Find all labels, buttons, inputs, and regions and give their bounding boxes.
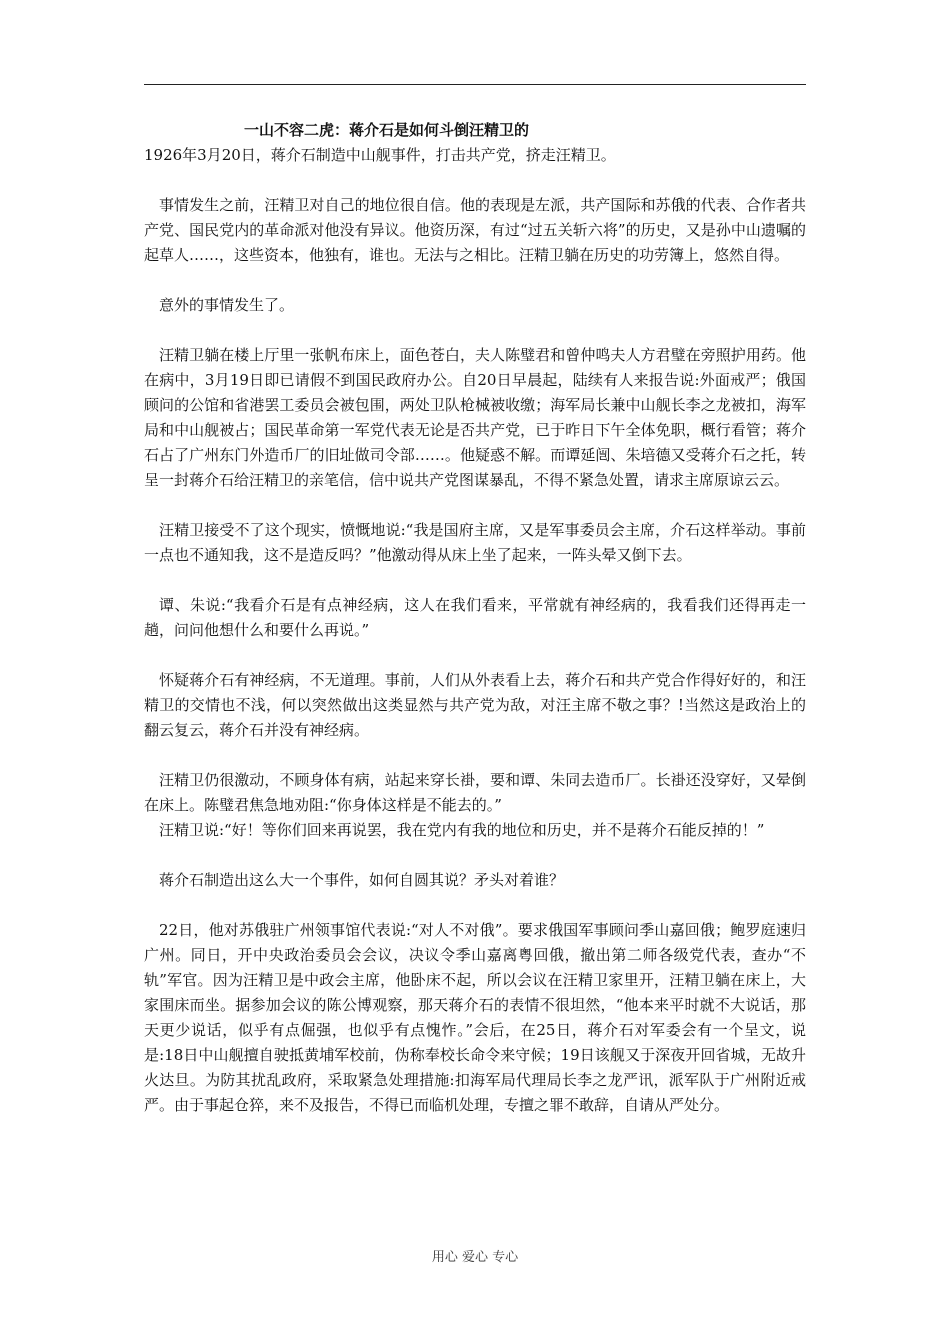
- article-title: 一山不容二虎：蒋介石是如何斗倒汪精卫的: [244, 121, 530, 139]
- paragraph: 22日，他对苏俄驻广州领事馆代表说:“对人不对俄”。要求俄国军事顾问季山嘉回俄；鲍罗庭速归广州。同日，开中央政治委员会会议，决议令季山嘉离粤回俄，撤出第二师各级党代表，查办“不轨”军官。因为汪精卫是中政会主席，他卧床不起，所以会议在汪精卫家里开，汪精卫躺在床上，大家围床而坐。据参加会议的陈公博观察，那天蒋介石的表情不很坦然，“他本来平时就不大说话，那天更少说话，似乎有点倔强，也似乎有点愧怍。”会后，在25日，蒋介石对军委会有一个呈文，说是:18日中山舰擅自驶抵黄埔军校前，伪称奉校长命令来守候；19日该舰又于深夜开回省城，无故升火达旦。为防其扰乱政府，采取紧急处理措施:扣海军局代理局长李之龙严讯，派军队于广州附近戒严。由于事起仓猝，来不及报告，不得已而临机处理，专擅之罪不敢辞，自请从严处分。: [144, 921, 806, 1114]
- paragraph: 意外的事情发生了。: [159, 296, 295, 314]
- paragraph-gap: [144, 643, 806, 668]
- paragraph: 汪精卫接受不了这个现实，愤慨地说:“我是国府主席，又是军事委员会主席，介石这样举动。事前一点也不通知我，这不是造反吗？”他激动得从床上坐了起来，一阵头晕又倒下去。: [144, 521, 806, 564]
- paragraph-gap: [144, 168, 806, 193]
- paragraph: 汪精卫仍很激动，不顾身体有病，站起来穿长褂，要和谭、朱同去造币厂。长褂还没穿好，又晕倒在床上。陈璧君焦急地劝阻:“你身体这样是不能去的。”: [144, 771, 806, 814]
- paragraph-gap: [144, 843, 806, 868]
- document-body: [144, 118, 806, 1118]
- intro-paragraph: 1926年3月20日，蒋介石制造中山舰事件，打击共产党，挤走汪精卫。: [144, 146, 616, 164]
- paragraph: 汪精卫说:“好！等你们回来再说罢，我在党内有我的地位和历史，并不是蒋介石能反掉的！”: [159, 821, 765, 839]
- paragraph: 怀疑蒋介石有神经病，不无道理。事前，人们从外表看上去，蒋介石和共产党合作得好好的，和汪精卫的交情也不浅，何以突然做出这类显然与共产党为敌，对汪主席不敬之事？!当然这是政治上的翻云复云，蒋介石并没有神经病。: [144, 671, 806, 739]
- paragraph-gap: [144, 318, 806, 343]
- header-rule: [144, 84, 806, 85]
- paragraph: 蒋介石制造出这么大一个事件，如何自圆其说？矛头对着谁？: [159, 871, 565, 889]
- paragraph-gap: [144, 493, 806, 518]
- paragraph: 汪精卫躺在楼上厅里一张帆布床上，面色苍白，夫人陈璧君和曾仲鸣夫人方君璧在旁照护用药。他在病中，3月19日即已请假不到国民政府办公。自20日早晨起，陆续有人来报告说:外面戒严；俄国顾问的公馆和省港罢工委员会被包围，两处卫队枪械被收缴；海军局长兼中山舰长李之龙被扣，海军局和中山舰被占；国民革命第一军党代表无论是否共产党，已于昨日下午全体免职，概行看管；蒋介石占了广州东门外造币厂的旧址做司令部……。他疑惑不解。而谭延闿、朱培德又受蒋介石之托，转呈一封蒋介石给汪精卫的亲笔信，信中说共产党图谋暴乱，不得不紧急处置，请求主席原谅云云。: [144, 346, 806, 489]
- page-footer: 用心 爱心 专心: [431, 1250, 519, 1265]
- paragraph-gap: [144, 743, 806, 768]
- paragraph-gap: [144, 568, 806, 593]
- paragraph: 事情发生之前，汪精卫对自己的地位很自信。他的表现是左派，共产国际和苏俄的代表、合作者共产党、国民党内的革命派对他没有异议。他资历深，有过“过五关斩六将”的历史，又是孙中山遗嘱的起草人……，这些资本，他独有，谁也。无法与之相比。汪精卫躺在历史的功劳簿上，悠然自得。: [144, 196, 806, 264]
- paragraph-gap: [144, 893, 806, 918]
- paragraph-gap: [144, 268, 806, 293]
- paragraph: 谭、朱说:“我看介石是有点神经病，这人在我们看来，平常就有神经病的，我看我们还得再走一趟，问问他想什么和要什么再说。”: [144, 596, 806, 639]
